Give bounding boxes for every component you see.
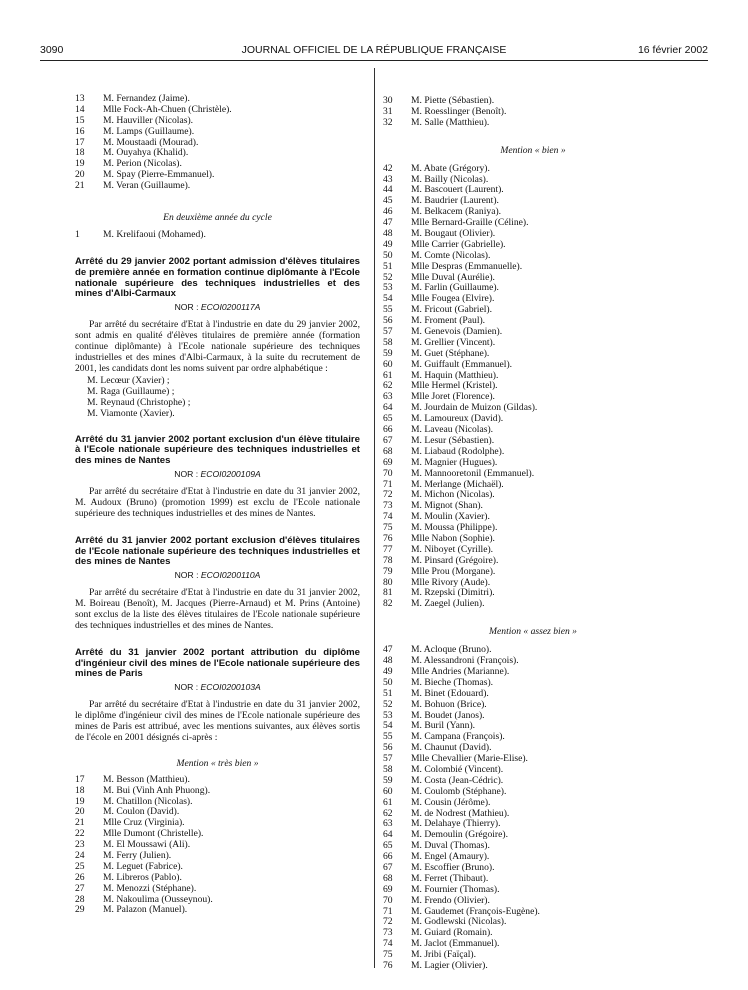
list-item-name: Mlle Joret (Florence).: [411, 391, 495, 403]
list-item-name: M. Belkacem (Raniya).: [411, 206, 502, 218]
list-item-name: M. Bohuon (Brice).: [411, 698, 487, 710]
list-item-name: Mlle Rivory (Aude).: [411, 576, 491, 588]
list-item-number: 66: [383, 424, 393, 436]
list-item-number: 57: [383, 326, 393, 338]
list-item-number: 18: [75, 784, 85, 796]
list-item-number: 19: [75, 795, 85, 807]
list-item-name: M. Campana (François).: [411, 731, 505, 743]
column-divider: [374, 68, 375, 968]
list-item-name: M. Ferry (Julien).: [103, 850, 172, 861]
nor-code: ECOI0200110A: [200, 570, 261, 581]
list-item-name: M. Roesslinger (Benoît).: [411, 105, 507, 117]
nor-label: NOR :: [174, 469, 199, 480]
list-item-name: M. Costa (Jean-Cédric).: [411, 774, 504, 786]
list-second-year: [75, 230, 360, 241]
list-item-name: M. Ferret (Thibaut).: [411, 872, 489, 884]
candidate-item: M. Raga (Guillaume) ;: [87, 385, 175, 397]
list-item-name: M. Moulin (Xavier).: [411, 511, 490, 523]
candidate-item: M. Reynaud (Christophe) ;: [87, 396, 191, 408]
list-item-name: M. Lamoureux (David).: [411, 413, 504, 425]
list-item-name: M. Zaegel (Julien).: [411, 598, 485, 610]
list-item-number: 69: [383, 456, 393, 468]
list-item-name: M. Coulomb (Stéphane).: [411, 785, 507, 797]
nor-label: NOR :: [174, 570, 199, 581]
list-item-number: 20: [75, 169, 85, 181]
list-item-name: M. Gaudemet (François-Eugène).: [411, 905, 540, 917]
journal-title: JOURNAL OFFICIEL DE LA RÉPUBLIQUE FRANÇAISE: [241, 44, 507, 56]
list-item-name: M. Coulon (David).: [103, 806, 180, 818]
list-item-number: 71: [383, 478, 393, 490]
arrete-section-2: [75, 435, 360, 520]
nor-reference: [75, 570, 360, 580]
right-column: [383, 96, 683, 972]
list-item-name: M. Besson (Matthieu).: [103, 773, 190, 785]
list-item-name: M. Spay (Pierre-Emmanuel).: [103, 169, 215, 181]
list-item-number: 64: [383, 829, 393, 841]
second-year-heading: En deuxième année du cycle: [163, 212, 272, 224]
list-item-number: 49: [383, 238, 393, 250]
list-item-number: 45: [383, 195, 393, 207]
arrete-section-1: [75, 257, 360, 419]
left-column: [75, 94, 360, 916]
list-item-name: Mlle Nabon (Sophie).: [411, 532, 495, 544]
nor-reference: [75, 302, 360, 312]
list-item-name: M. Magnier (Hugues).: [411, 456, 498, 468]
arrete-paragraph: Par arrêté du secrétaire d'Etat à l'industrie en date du 31 janvier 2002, le diplôme d'ingénieur civil des mines de l'Ecole nationale supérieure des mines de Paris est attribué, avec les mentions suivantes, aux élèves sortis de l'école en 2001 désignés ci-après :: [75, 699, 360, 743]
list-item-name: M. Godlewski (Nicolas).: [411, 916, 507, 928]
list-item-name: M. Buril (Yann).: [411, 720, 476, 732]
list-item-name: M. Engel (Amaury).: [411, 851, 490, 863]
list-item-number: 20: [75, 806, 85, 818]
list-item-number: 31: [383, 105, 393, 117]
list-item-number: 53: [383, 709, 393, 721]
list-item-name: M. Bascouert (Laurent).: [411, 184, 504, 196]
list-item-name: M. Palazon (Manuel).: [103, 904, 188, 916]
list-item-name: Mlle Dumont (Christelle).: [103, 828, 204, 840]
list-item-name: Mlle Cruz (Virginia).: [103, 817, 185, 829]
list-item-number: 30: [383, 95, 393, 106]
list-item-number: 67: [383, 434, 393, 446]
list-item-name: M. Guet (Stéphane).: [411, 347, 490, 359]
list-item-number: 52: [383, 271, 393, 283]
list-item-number: 56: [383, 742, 393, 754]
list-item-number: 77: [383, 543, 393, 555]
nor-reference: [75, 469, 360, 479]
list-item-number: 70: [383, 467, 393, 479]
nor-code: ECOI0200103A: [200, 682, 261, 693]
list-item-name: M. Chaunut (David).: [411, 742, 492, 754]
list-item-name: Mlle Fougea (Elvire).: [411, 293, 495, 305]
list-item-number: 24: [75, 850, 85, 861]
list-item-number: 18: [75, 147, 85, 159]
list-item-name: Mlle Fock-Ah-Chuen (Christèle).: [103, 103, 232, 115]
list-item-name: M. Chatillon (Nicolas).: [103, 795, 193, 807]
arrete-title: Arrêté du 31 janvier 2002 portant attribution du diplôme d'ingénieur civil des mines de l'Ecole nationale supérieure des mines de Paris: [75, 646, 361, 680]
list-item-number: 14: [75, 103, 85, 115]
list-item-name: M. Duval (Thomas).: [411, 840, 490, 852]
list-item-name: M. Hauviller (Nicolas).: [103, 114, 194, 126]
list-item-number: 52: [383, 698, 393, 710]
list-item-name: M. Jaclot (Emmanuel).: [411, 938, 500, 950]
list-item-name: M. Fricout (Gabriel).: [411, 304, 492, 316]
mention-bien-heading: Mention « bien »: [500, 144, 566, 156]
list-item-name: M. Niboyet (Cyrille).: [411, 543, 494, 555]
list-item-name: M. Haquin (Matthieu).: [411, 369, 499, 381]
list-item-number: 65: [383, 413, 393, 425]
list-item-number: 26: [75, 871, 85, 883]
list-item-name: M. Krelifaoui (Mohamed).: [103, 229, 206, 241]
list-item-number: 46: [383, 206, 393, 218]
list-item-name: M. Lamps (Guillaume).: [103, 125, 195, 137]
arrete-paragraph: Par arrêté du secrétaire d'Etat à l'industrie en date du 31 janvier 2002, M. Boireau (Benoît), M. Jacques (Pierre-Arnaud) et M. Prins (Antoine) sont exclus de la liste des élèves titulaires de l'Ecole nationale supérieure des techniques industrielles et des mines de Nantes.: [75, 587, 360, 631]
header-rule: [40, 60, 708, 61]
list-item-name: M. Comte (Nicolas).: [411, 249, 491, 261]
list-item-name: M. Leguet (Fabrice).: [103, 860, 183, 872]
list-bien: [383, 164, 683, 611]
list-item-name: M. Lagier (Olivier).: [411, 960, 488, 972]
list-item-name: Mlle Andries (Marianne).: [411, 665, 510, 677]
list-item-name: M. Fernandez (Jaime).: [103, 93, 190, 104]
list-item-number: 61: [383, 796, 393, 808]
list-item-number: 48: [383, 228, 393, 240]
arrete-title: Arrêté du 29 janvier 2002 portant admission d'élèves titulaires de première année en formation continue diplômante à l'Ecole nationale supérieure des techniques industrielles et des mines d'Albi-Carmaux: [75, 255, 360, 300]
list-item-name: M. Colombié (Vincent).: [411, 763, 504, 775]
list-item-number: 63: [383, 818, 393, 830]
list-item-name: M. Salle (Matthieu).: [411, 116, 490, 128]
nor-label: NOR :: [174, 302, 199, 313]
list-item-number: 23: [75, 839, 85, 851]
list-item-name: M. Merlange (Michaël).: [411, 478, 504, 490]
list-item: [383, 599, 683, 610]
list-item-name: M. Mignot (Shan).: [411, 500, 483, 512]
nor-reference: [75, 682, 360, 692]
list-item-name: Mlle Hermel (Kristel).: [411, 380, 498, 392]
list-item-number: 15: [75, 114, 85, 126]
list-item-number: 13: [75, 93, 85, 104]
list-item-number: 73: [383, 927, 393, 939]
mention-assez-bien-heading: Mention « assez bien »: [489, 626, 577, 638]
list-item-name: M. de Nodrest (Mathieu).: [411, 807, 510, 819]
arrete-paragraph: Par arrêté du secrétaire d'Etat à l'industrie en date du 29 janvier 2002, sont admis en qualité d'élèves titulaires de première année (formation continue diplômante) à l'Ecole nationale supérieure des techniques industrielles et des mines d'Albi-Carmaux, à la suite du recrutement de 2001, les candidats dont les noms suivent par ordre alphabétique :: [75, 319, 360, 374]
list-item-name: M. Alessandroni (François).: [411, 655, 519, 667]
list-item-name: M. Guiard (Romain).: [411, 927, 493, 939]
list-item-number: 21: [75, 180, 85, 192]
list-item-number: 59: [383, 774, 393, 786]
list-item-name: M. Nakoulima (Ousseynou).: [103, 893, 213, 905]
list-item-number: 60: [383, 358, 393, 370]
list-item-name: M. Libreros (Pablo).: [103, 871, 182, 883]
list-item-number: 50: [383, 249, 393, 261]
list-item-number: 60: [383, 785, 393, 797]
list-item-name: M. Moussa (Philippe).: [411, 522, 498, 534]
list-item-number: 62: [383, 380, 393, 392]
list-item-number: 68: [383, 445, 393, 457]
list-item-number: 72: [383, 916, 393, 928]
list-item-name: Mlle Bernard-Graille (Céline).: [411, 217, 529, 229]
arrete-section-3: [75, 536, 360, 632]
list-item-number: 73: [383, 500, 393, 512]
list-item-name: M. Abate (Grégory).: [411, 162, 490, 174]
list-item-number: 22: [75, 828, 85, 840]
list-item-number: 58: [383, 763, 393, 775]
candidate-item: M. Viamonte (Xavier).: [87, 407, 175, 419]
list-item-number: 74: [383, 511, 393, 523]
list-item-number: 51: [383, 260, 393, 272]
list-item-number: 81: [383, 587, 393, 599]
nor-label: NOR :: [174, 682, 199, 693]
list-item-number: 76: [383, 960, 393, 972]
list-item-name: M. Escoffier (Bruno).: [411, 862, 495, 873]
list-item-name: M. Demoulin (Grégoire).: [411, 829, 508, 841]
list-item-name: Mlle Despras (Emmanuelle).: [411, 260, 523, 272]
list-item-number: 19: [75, 158, 85, 170]
list-item-number: 68: [383, 872, 393, 884]
list-top-left: [75, 94, 360, 192]
list-item-number: 51: [383, 687, 393, 699]
list-item-name: M. Lesur (Sébastien).: [411, 434, 495, 446]
arrete-section-4: [75, 648, 360, 744]
list-item-name: M. Cousin (Jérôme).: [411, 796, 491, 808]
arrete-paragraph: Par arrêté du secrétaire d'Etat à l'industrie en date du 31 janvier 2002, M. Audoux (Bruno) (promotion 1999) est exclu de l'Ecole nationale supérieure des techniques industrielles et des mines de Nantes.: [75, 486, 360, 519]
list-item-number: 55: [383, 731, 393, 743]
list-item-number: 80: [383, 576, 393, 588]
list-item-name: M. Rzepski (Dimitri).: [411, 587, 495, 599]
list-item-name: M. Guiffault (Emmanuel).: [411, 358, 513, 370]
list-item-name: M. Farlin (Guillaume).: [411, 282, 499, 294]
list-item-number: 25: [75, 860, 85, 872]
list-item-number: 48: [383, 655, 393, 667]
list-item-name: M. Michon (Nicolas).: [411, 489, 495, 501]
mention-tres-bien-heading: Mention « très bien »: [176, 757, 259, 769]
list-item-number: 47: [383, 217, 393, 229]
candidate-item: M. Lecœur (Xavier) ;: [87, 374, 170, 386]
list-item-name: M. Veran (Guillaume).: [103, 180, 191, 192]
list-item-name: M. Ouyahya (Khalid).: [103, 147, 189, 159]
list-item-name: M. Delahaye (Thierry).: [411, 818, 501, 830]
list-item-name: M. El Moussawi (Ali).: [103, 839, 191, 851]
list-item-number: 66: [383, 851, 393, 863]
list-item-name: M. Baudrier (Laurent).: [411, 195, 499, 207]
list-item-name: M. Bieche (Thomas).: [411, 676, 494, 688]
nor-code: ECOI0200117A: [200, 302, 261, 313]
list-item-name: M. Piette (Sébastien).: [411, 95, 495, 106]
list-item-number: 78: [383, 554, 393, 566]
list-item-name: M. Froment (Paul).: [411, 315, 486, 327]
list-item-number: 61: [383, 369, 393, 381]
list-item-name: Mlle Chevallier (Marie-Elise).: [411, 753, 528, 765]
list-item-number: 49: [383, 665, 393, 677]
list-item-name: Mlle Carrier (Gabrielle).: [411, 238, 506, 250]
list-item-name: M. Mannooretonil (Emmanuel).: [411, 467, 535, 479]
list-item-number: 54: [383, 720, 393, 732]
list-item-number: 47: [383, 644, 393, 656]
list-item-number: 44: [383, 184, 393, 196]
list-item-number: 67: [383, 862, 393, 873]
list-item-name: M. Fournier (Thomas).: [411, 883, 500, 895]
list-item: [383, 961, 683, 972]
list-item-number: 74: [383, 938, 393, 950]
list-assez-bien: [383, 645, 683, 972]
list-item: [75, 181, 360, 192]
list-tres-bien-continued: [383, 96, 683, 129]
list-item-number: 72: [383, 489, 393, 501]
list-item-name: M. Grellier (Vincent).: [411, 336, 496, 348]
list-item-name: Mlle Duval (Aurélie).: [411, 271, 495, 283]
list-item-number: 1: [75, 229, 80, 241]
list-item-number: 69: [383, 883, 393, 895]
nor-code: ECOI0200109A: [200, 469, 261, 480]
list-item-number: 59: [383, 347, 393, 359]
list-item-name: M. Bui (Vinh Anh Phuong).: [103, 784, 211, 796]
list-item-number: 57: [383, 753, 393, 765]
list-item-number: 50: [383, 676, 393, 688]
list-item-number: 54: [383, 293, 393, 305]
list-item-name: M. Laveau (Nicolas).: [411, 424, 494, 436]
list-item: [75, 905, 360, 916]
page-number: 3090: [40, 44, 64, 56]
list-item-name: M. Moustaadi (Mourad).: [103, 136, 199, 148]
page-header: [40, 44, 708, 58]
list-tres-bien: [75, 775, 360, 917]
list-item-name: M. Acloque (Bruno).: [411, 644, 492, 656]
list-item-number: 63: [383, 391, 393, 403]
list-item-name: M. Menozzi (Stéphane).: [103, 882, 197, 894]
list-item-number: 43: [383, 173, 393, 185]
list-item-number: 17: [75, 136, 85, 148]
list-item-name: M. Jourdain de Muizon (Gildas).: [411, 402, 538, 414]
list-item-number: 64: [383, 402, 393, 414]
list-item-number: 17: [75, 773, 85, 785]
list-item-name: M. Jribi (Faïçal).: [411, 949, 477, 961]
list-item-name: M. Frendo (Olivier).: [411, 894, 490, 906]
list-item-name: M. Liabaud (Rodolphe).: [411, 445, 505, 457]
arrete-title: Arrêté du 31 janvier 2002 portant exclusion d'un élève titulaire à l'Ecole nationale supérieure des techniques industrielles et des mines de Nantes: [75, 433, 360, 467]
list-item-name: M. Bailly (Nicolas).: [411, 173, 489, 185]
list-item-number: 65: [383, 840, 393, 852]
list-item-number: 32: [383, 116, 393, 128]
list-item-number: 16: [75, 125, 85, 137]
list-item-name: M. Genevois (Damien).: [411, 326, 503, 338]
arrete-title: Arrêté du 31 janvier 2002 portant exclusion d'élèves titulaires de l'Ecole nationale supérieure des techniques industrielles et des mines de Nantes: [75, 534, 360, 568]
list-item-name: M. Bougaut (Olivier).: [411, 228, 496, 240]
issue-date: 16 février 2002: [637, 44, 708, 56]
list-item-number: 29: [75, 904, 85, 916]
list-item-number: 82: [383, 598, 393, 610]
list-item-number: 56: [383, 315, 393, 327]
list-item-number: 79: [383, 565, 393, 577]
list-item-number: 71: [383, 905, 393, 917]
list-item-name: Mlle Prou (Morgane).: [411, 565, 496, 577]
list-item-name: M. Pinsard (Grégoire).: [411, 554, 499, 566]
list-item-name: M. Boudet (Janos).: [411, 709, 485, 721]
list-item-number: 55: [383, 304, 393, 316]
list-item: [383, 118, 683, 129]
list-item: [75, 230, 360, 241]
list-item-number: 75: [383, 522, 393, 534]
list-item-name: M. Binet (Edouard).: [411, 687, 489, 699]
list-item-number: 53: [383, 282, 393, 294]
list-item-number: 42: [383, 162, 393, 174]
list-item-number: 21: [75, 817, 85, 829]
candidate-list: [87, 375, 360, 419]
list-item-number: 76: [383, 532, 393, 544]
list-item-name: M. Perion (Nicolas).: [103, 158, 182, 170]
list-item-number: 62: [383, 807, 393, 819]
list-item-number: 28: [75, 893, 85, 905]
list-item-number: 27: [75, 882, 85, 894]
list-item-number: 58: [383, 336, 393, 348]
list-item-number: 75: [383, 949, 393, 961]
list-item-number: 70: [383, 894, 393, 906]
